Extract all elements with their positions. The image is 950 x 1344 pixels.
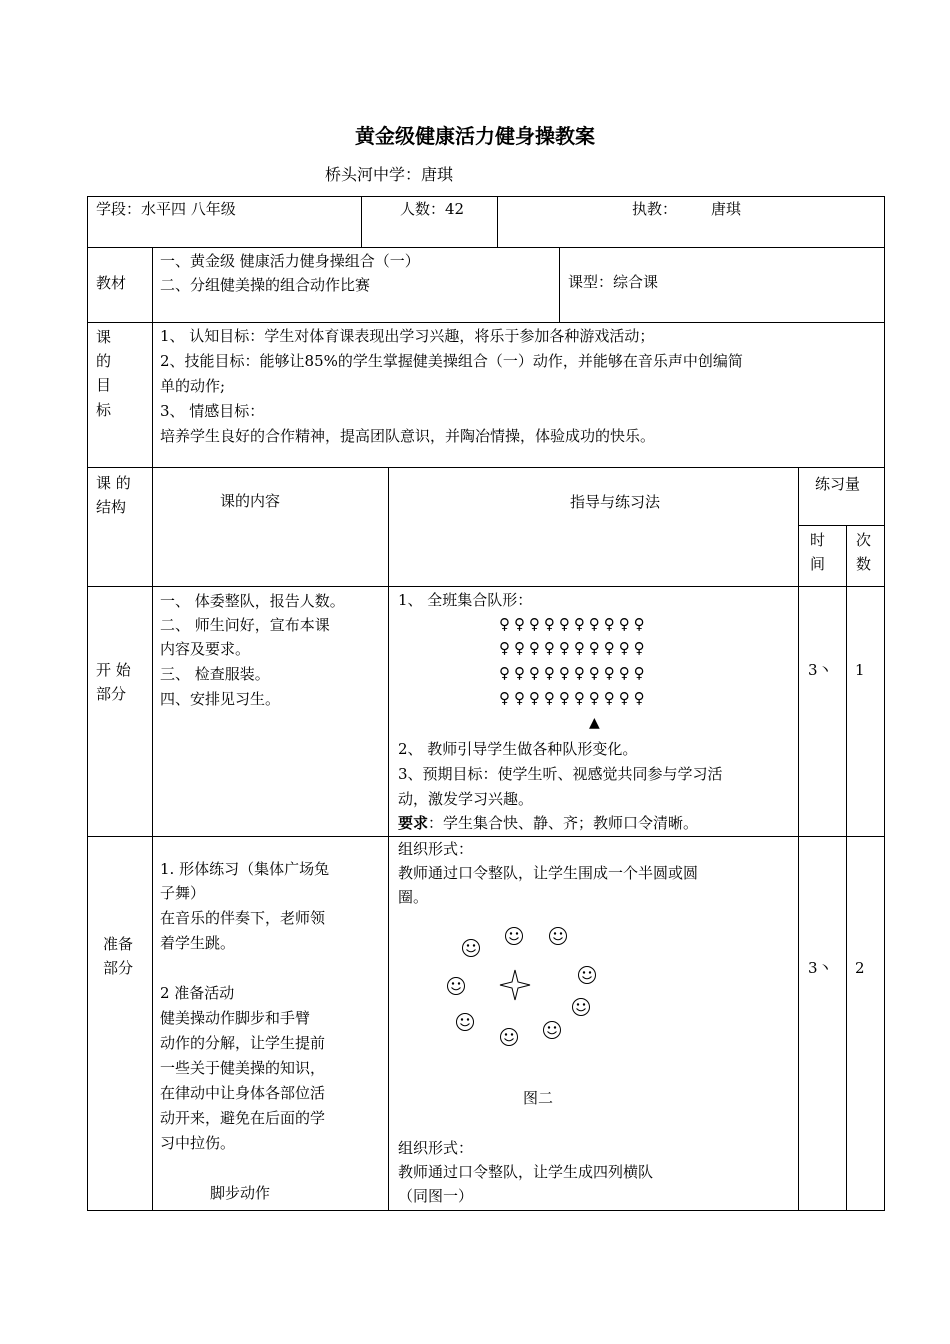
teacher-name: 唐琪 bbox=[711, 200, 742, 218]
table-border-left bbox=[87, 196, 88, 1211]
structure-header-1: 课 的 bbox=[96, 474, 131, 492]
figure-caption: 图二 bbox=[523, 1089, 554, 1107]
start-content-line: 四、安排见习生。 bbox=[160, 690, 281, 708]
start-method-line: 3、预期目标：使学生听、视感觉共同参与学习活 bbox=[398, 765, 723, 783]
student-smiley-icon bbox=[579, 967, 596, 984]
start-label-1: 开 始 bbox=[96, 661, 131, 679]
reps-header-1: 次 bbox=[856, 531, 872, 549]
teacher-label: 执教： bbox=[632, 200, 678, 218]
goal-line: 单的动作; bbox=[160, 377, 226, 395]
goals-label-char: 课 bbox=[96, 328, 112, 346]
prep-content-line: 健美操动作脚步和手臂 bbox=[160, 1009, 311, 1027]
lesson-type: 课型：综合课 bbox=[568, 273, 659, 291]
start-method-line: 2、 教师引导学生做各种队形变化。 bbox=[398, 740, 638, 758]
start-time: 3丶 bbox=[808, 661, 833, 679]
rule-h5 bbox=[87, 836, 885, 837]
prep-method-line: 教师通过口令整队，让学生成四列横队 bbox=[398, 1163, 654, 1181]
teacher-marker-icon: ▲ bbox=[589, 715, 600, 731]
student-smiley-icon bbox=[544, 1022, 561, 1039]
prep-content-line: 1. 形体练习（集体广场兔 bbox=[160, 860, 330, 878]
prep-time: 3丶 bbox=[808, 959, 833, 977]
formation-row: ♀♀♀♀♀♀♀♀♀♀ bbox=[499, 615, 649, 633]
rule-v-material2 bbox=[559, 247, 560, 323]
start-content-line: 三、 检查服装。 bbox=[160, 665, 270, 683]
start-method-line: 动，激发学习兴趣。 bbox=[398, 790, 534, 808]
teacher-star-icon bbox=[500, 970, 530, 1000]
prep-content-line: 着学生跳。 bbox=[160, 934, 236, 952]
page-title: 黄金级健康活力健身操教案 bbox=[355, 124, 595, 148]
goal-line: 2、技能目标：能够让85%的学生掌握健美操组合（一）动作，并能够在音乐声中创编简 bbox=[160, 352, 743, 370]
prep-content-line: 习中拉伤。 bbox=[160, 1134, 236, 1152]
start-label-2: 部分 bbox=[96, 685, 127, 703]
start-content-line: 内容及要求。 bbox=[160, 640, 251, 658]
student-count-cell: 人数：42 bbox=[400, 200, 465, 218]
goals-label-char: 的 bbox=[96, 352, 112, 370]
table-border-right bbox=[884, 196, 885, 1211]
method-header: 指导与练习法 bbox=[570, 493, 661, 511]
prep-content-line: 在律动中让身体各部位活 bbox=[160, 1084, 326, 1102]
prep-method-line: 组织形式： bbox=[398, 1139, 474, 1157]
stage-cell: 学段：水平四 八年级 bbox=[96, 200, 236, 218]
time-header-2: 间 bbox=[810, 555, 826, 573]
start-content-line: 一、 体委整队，报告人数。 bbox=[160, 592, 345, 610]
rule-h4 bbox=[87, 586, 885, 587]
student-smiley-icon bbox=[501, 1029, 518, 1046]
content-header: 课的内容 bbox=[220, 492, 281, 510]
start-content-line: 二、 师生问好，宣布本课 bbox=[160, 616, 330, 634]
table-border-bottom bbox=[87, 1210, 885, 1211]
prep-method-line: 组织形式： bbox=[398, 840, 474, 858]
prep-content-line: 子舞） bbox=[160, 884, 206, 902]
structure-header-2: 结构 bbox=[96, 498, 127, 516]
prep-reps: 2 bbox=[855, 959, 865, 977]
student-smiley-icon bbox=[463, 940, 480, 957]
prep-label-2: 部分 bbox=[103, 959, 134, 977]
rule-v-col1 bbox=[152, 467, 153, 1211]
requirement-label: 要求 bbox=[398, 814, 429, 832]
time-header-1: 时 bbox=[810, 531, 826, 549]
material-item-1: 一、黄金级 健康活力健身操组合（一） bbox=[160, 252, 420, 270]
goal-line: 培养学生良好的合作精神，提高团队意识，并陶冶情操，体验成功的快乐。 bbox=[160, 427, 656, 445]
circle-formation-figure bbox=[440, 920, 600, 1050]
formation-row: ♀♀♀♀♀♀♀♀♀♀ bbox=[499, 639, 649, 657]
prep-label-1: 准备 bbox=[103, 935, 134, 953]
rule-v-header1 bbox=[361, 196, 362, 248]
school-teacher: 桥头河中学：唐琪 bbox=[325, 165, 454, 184]
goals-label-char: 目 bbox=[96, 376, 112, 394]
rule-v-material1 bbox=[152, 247, 153, 323]
student-smiley-icon bbox=[506, 928, 523, 945]
rule-v-col4 bbox=[846, 525, 847, 1211]
material-item-2: 二、分组健美操的组合动作比赛 bbox=[160, 276, 371, 294]
goal-line: 1、 认知目标：学生对体育课表现出学习兴趣，将乐于参加各种游戏活动； bbox=[160, 327, 655, 345]
prep-content-line: 动开来，避免在后面的学 bbox=[160, 1109, 326, 1127]
prep-content-line: 2 准备活动 bbox=[160, 984, 235, 1002]
requirement-text: ：学生集合快、静、齐；教师口令清晰。 bbox=[428, 814, 699, 832]
prep-content-line: 动作的分解，让学生提前 bbox=[160, 1034, 326, 1052]
rule-v-goals bbox=[152, 322, 153, 468]
prep-method-line: 教师通过口令整队，让学生围成一个半圆或圆 bbox=[398, 864, 699, 882]
prep-content-line: 一些关于健美操的知识， bbox=[160, 1059, 326, 1077]
prep-content-line: 在音乐的伴奏下，老师领 bbox=[160, 909, 326, 927]
table-border-top bbox=[87, 196, 885, 197]
reps-header-2: 数 bbox=[856, 555, 872, 573]
rule-h3 bbox=[87, 467, 885, 468]
rule-h1 bbox=[87, 247, 885, 248]
rule-v-col3 bbox=[798, 467, 799, 1211]
goal-line: 3、 情感目标： bbox=[160, 402, 265, 420]
rule-h2 bbox=[87, 322, 885, 323]
requirement-line bbox=[398, 812, 698, 835]
prep-method-line: 圈。 bbox=[398, 888, 429, 906]
prep-method-line: （同图一） bbox=[398, 1187, 474, 1205]
rule-v-header2 bbox=[497, 196, 498, 248]
rule-v-col2 bbox=[388, 467, 389, 1211]
student-smiley-icon bbox=[448, 978, 465, 995]
formation-heading: 1、 全班集合队形： bbox=[398, 591, 533, 609]
student-smiley-icon bbox=[457, 1014, 474, 1031]
formation-row: ♀♀♀♀♀♀♀♀♀♀ bbox=[499, 689, 649, 707]
rule-h-practice bbox=[798, 525, 885, 526]
student-smiley-icon bbox=[573, 999, 590, 1016]
footstep-label: 脚步动作 bbox=[210, 1184, 271, 1202]
goals-label-char: 标 bbox=[96, 401, 112, 419]
practice-header: 练习量 bbox=[815, 475, 861, 493]
formation-row: ♀♀♀♀♀♀♀♀♀♀ bbox=[499, 664, 649, 682]
material-label: 教材 bbox=[96, 274, 127, 292]
start-reps: 1 bbox=[855, 661, 865, 679]
student-smiley-icon bbox=[550, 928, 567, 945]
